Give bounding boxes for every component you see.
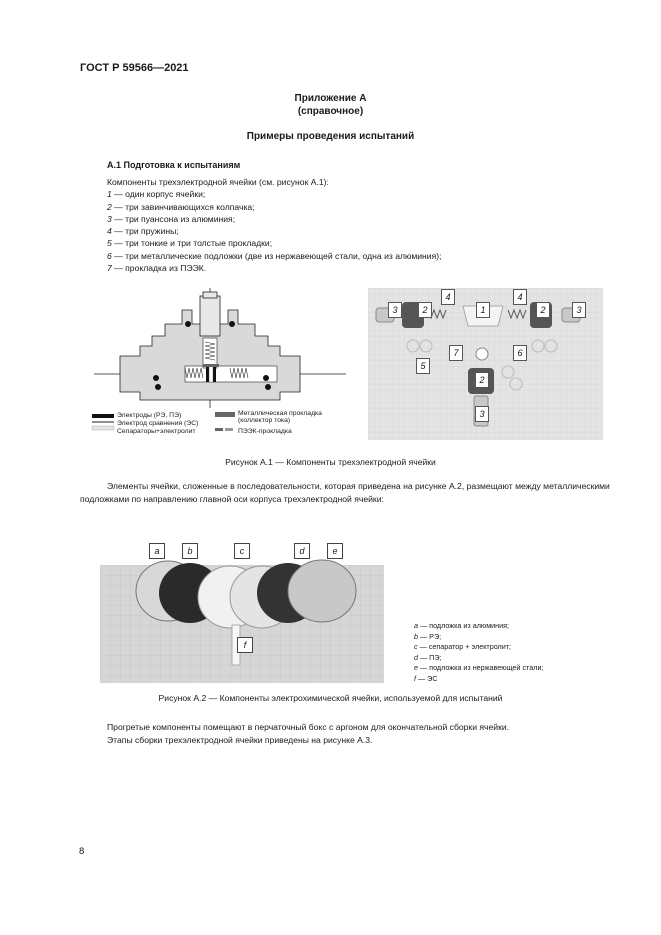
- paragraph-1: Элементы ячейки, сложенные в последовательности, которая приведена на рисунке А.2, размещают между металлическими подложками по направлению главной оси корпуса трехэлектродной ячейки:: [80, 481, 610, 504]
- subsection-title: А.1 Подготовка к испытаниям: [107, 160, 241, 170]
- photo-label-6: 6: [513, 345, 527, 361]
- photo-label-4-left: 4: [441, 289, 455, 305]
- photo-label-3-bottom: 3: [475, 406, 489, 422]
- photo-label-2-left: 2: [418, 302, 432, 318]
- cell-components-photo: [368, 288, 603, 440]
- legend-item: e — подложка из нержавеющей стали;: [414, 663, 544, 673]
- photo-tag-b: b: [182, 543, 198, 559]
- legend-item: d — ПЭ;: [414, 652, 442, 662]
- figure2-caption: Рисунок А.2 — Компоненты электрохимической ячейки, используемой для испытаний: [158, 693, 503, 703]
- photo-label-2-bottom: 2: [475, 372, 489, 388]
- photo-tag-e: e: [327, 543, 343, 559]
- legend-reference: Электрод сравнения (ЭС): [117, 420, 199, 427]
- photo-label-3-left: 3: [388, 302, 402, 318]
- legend-item: b — РЭ;: [414, 631, 442, 641]
- list-item: 2 — три завинчивающихся колпачка;: [107, 201, 255, 212]
- list-item: 1 — один корпус ячейки;: [107, 189, 206, 200]
- legend-separators: Сепараторы+электролит: [117, 428, 196, 435]
- paragraph-2: [107, 721, 637, 746]
- legend-item: c — сепаратор + электролит;: [414, 642, 512, 652]
- legend-peek-gasket: ПЭЭК-прокладка: [238, 428, 292, 435]
- document-header: ГОСТ Р 59566—2021: [80, 62, 189, 74]
- photo-label-5: 5: [416, 358, 430, 374]
- section-title: Примеры проведения испытаний: [246, 131, 415, 142]
- photo-label-4-right: 4: [513, 289, 527, 305]
- list-item: 7 — прокладка из ПЭЭК.: [107, 263, 207, 274]
- photo-label-3-right: 3: [572, 302, 586, 318]
- electrochemical-cell-photo: [100, 525, 384, 683]
- list-item: 6 — три металлические подложки (две из нержавеющей стали, одна из алюминия);: [107, 250, 442, 261]
- list-item: 3 — три пуансона из алюминия;: [107, 213, 236, 224]
- legend-electrodes: Электроды (РЭ, ПЭ): [117, 412, 182, 419]
- components-intro: Компоненты трехэлектродной ячейки (см. рисунок А.1):: [107, 177, 329, 187]
- photo-label-7: 7: [449, 345, 463, 361]
- legend-item: f — ЭС: [414, 673, 438, 683]
- photo-tag-a: a: [149, 543, 165, 559]
- photo-tag-f: f: [237, 637, 253, 653]
- photo-tag-c: c: [234, 543, 250, 559]
- legend-metal-gasket-sub: (коллектор тока): [238, 417, 291, 424]
- figure2-legend: [414, 621, 543, 685]
- components-list: [107, 176, 442, 274]
- list-item: 5 — три тонкие и три толстые прокладки;: [107, 238, 273, 249]
- list-item: 4 — три пружины;: [107, 226, 179, 237]
- figure1-caption: Рисунок А.1 — Компоненты трехэлектродной ячейки: [225, 457, 436, 467]
- photo-tag-d: d: [294, 543, 310, 559]
- paragraph-2-line-1: Прогретые компоненты помещают в перчаточный бокс с аргоном для окончательной сборки ячейки.: [107, 722, 510, 732]
- appendix-note: (справочное): [297, 106, 364, 117]
- page-number: 8: [79, 846, 85, 857]
- photo-label-2-right: 2: [536, 302, 550, 318]
- paragraph-2-line-2: Этапы сборки трехэлектродной ячейки приведены на рисунке А.3.: [107, 734, 373, 745]
- photo-label-1: 1: [476, 302, 490, 318]
- appendix-title: Приложение А: [294, 93, 367, 104]
- legend-item: a — подложка из алюминия;: [414, 621, 510, 630]
- appendix-heading: [0, 92, 661, 118]
- legend-metal-gasket: Металлическая прокладка: [238, 410, 322, 417]
